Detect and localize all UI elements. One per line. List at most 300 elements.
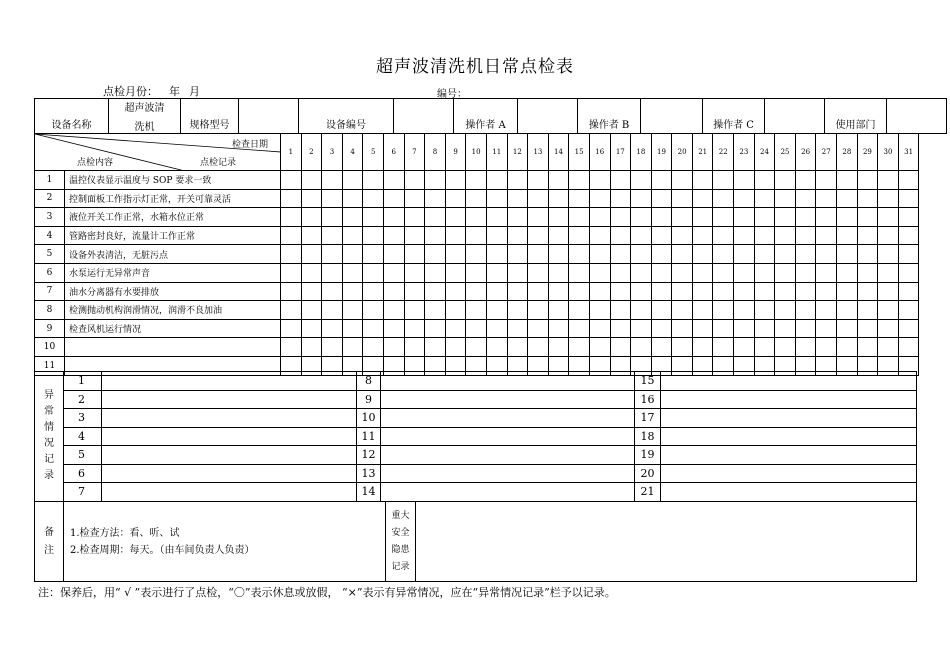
check-cell[interactable] xyxy=(610,245,631,264)
check-cell[interactable] xyxy=(425,301,446,320)
check-cell[interactable] xyxy=(775,338,796,357)
check-cell[interactable] xyxy=(404,245,425,264)
check-cell[interactable] xyxy=(816,263,837,282)
check-cell[interactable] xyxy=(528,263,549,282)
check-cell[interactable] xyxy=(363,301,384,320)
abnormal-entry[interactable] xyxy=(381,390,635,409)
check-cell[interactable] xyxy=(466,301,487,320)
check-cell[interactable] xyxy=(548,171,569,190)
check-cell[interactable] xyxy=(425,171,446,190)
check-cell[interactable] xyxy=(322,282,343,301)
check-cell[interactable] xyxy=(816,189,837,208)
check-cell[interactable] xyxy=(631,226,652,245)
abnormal-entry[interactable] xyxy=(661,446,917,465)
check-cell[interactable] xyxy=(363,282,384,301)
check-cell[interactable] xyxy=(837,319,858,338)
abnormal-entry[interactable] xyxy=(381,483,635,502)
check-cell[interactable] xyxy=(631,319,652,338)
check-cell[interactable] xyxy=(281,208,302,227)
check-cell[interactable] xyxy=(404,263,425,282)
check-cell[interactable] xyxy=(734,263,755,282)
check-cell[interactable] xyxy=(507,226,528,245)
check-cell[interactable] xyxy=(466,171,487,190)
check-cell[interactable] xyxy=(898,282,919,301)
check-cell[interactable] xyxy=(713,208,734,227)
check-cell[interactable] xyxy=(775,301,796,320)
check-cell[interactable] xyxy=(878,226,899,245)
check-cell[interactable] xyxy=(342,189,363,208)
operator-c-value[interactable] xyxy=(765,99,825,134)
check-cell[interactable] xyxy=(651,208,672,227)
check-cell[interactable] xyxy=(795,282,816,301)
check-cell[interactable] xyxy=(898,245,919,264)
check-cell[interactable] xyxy=(589,338,610,357)
check-cell[interactable] xyxy=(322,319,343,338)
hazard-record-value[interactable] xyxy=(416,502,917,582)
check-cell[interactable] xyxy=(528,189,549,208)
check-cell[interactable] xyxy=(754,226,775,245)
check-cell[interactable] xyxy=(486,319,507,338)
check-cell[interactable] xyxy=(548,263,569,282)
check-cell[interactable] xyxy=(383,171,404,190)
check-cell[interactable] xyxy=(692,189,713,208)
check-cell[interactable] xyxy=(301,282,322,301)
check-cell[interactable] xyxy=(651,189,672,208)
check-cell[interactable] xyxy=(610,319,631,338)
abnormal-entry[interactable] xyxy=(661,427,917,446)
check-cell[interactable] xyxy=(795,245,816,264)
check-cell[interactable] xyxy=(486,263,507,282)
check-cell[interactable] xyxy=(528,171,549,190)
check-cell[interactable] xyxy=(528,319,549,338)
check-cell[interactable] xyxy=(795,319,816,338)
check-cell[interactable] xyxy=(713,319,734,338)
check-cell[interactable] xyxy=(775,245,796,264)
check-cell[interactable] xyxy=(589,189,610,208)
check-cell[interactable] xyxy=(548,226,569,245)
check-cell[interactable] xyxy=(878,282,899,301)
check-cell[interactable] xyxy=(281,245,302,264)
check-cell[interactable] xyxy=(610,263,631,282)
check-cell[interactable] xyxy=(383,282,404,301)
check-cell[interactable] xyxy=(301,245,322,264)
abnormal-entry[interactable] xyxy=(381,446,635,465)
check-cell[interactable] xyxy=(466,208,487,227)
check-cell[interactable] xyxy=(775,226,796,245)
check-cell[interactable] xyxy=(857,282,878,301)
check-cell[interactable] xyxy=(486,226,507,245)
check-cell[interactable] xyxy=(898,226,919,245)
check-cell[interactable] xyxy=(857,226,878,245)
check-cell[interactable] xyxy=(878,245,899,264)
check-cell[interactable] xyxy=(322,171,343,190)
check-cell[interactable] xyxy=(281,263,302,282)
abnormal-entry[interactable] xyxy=(102,427,357,446)
check-cell[interactable] xyxy=(363,245,384,264)
abnormal-entry[interactable] xyxy=(381,409,635,428)
check-cell[interactable] xyxy=(363,319,384,338)
check-cell[interactable] xyxy=(383,338,404,357)
check-cell[interactable] xyxy=(342,319,363,338)
check-cell[interactable] xyxy=(445,282,466,301)
check-cell[interactable] xyxy=(713,189,734,208)
check-cell[interactable] xyxy=(404,189,425,208)
check-cell[interactable] xyxy=(672,263,693,282)
check-cell[interactable] xyxy=(754,208,775,227)
check-cell[interactable] xyxy=(795,208,816,227)
check-cell[interactable] xyxy=(466,282,487,301)
check-cell[interactable] xyxy=(342,171,363,190)
check-cell[interactable] xyxy=(301,189,322,208)
check-cell[interactable] xyxy=(342,208,363,227)
check-cell[interactable] xyxy=(445,301,466,320)
check-cell[interactable] xyxy=(466,245,487,264)
check-cell[interactable] xyxy=(754,338,775,357)
check-cell[interactable] xyxy=(569,226,590,245)
check-cell[interactable] xyxy=(466,338,487,357)
check-cell[interactable] xyxy=(507,263,528,282)
check-cell[interactable] xyxy=(548,245,569,264)
check-cell[interactable] xyxy=(301,301,322,320)
check-cell[interactable] xyxy=(631,338,652,357)
check-cell[interactable] xyxy=(404,301,425,320)
check-cell[interactable] xyxy=(301,319,322,338)
abnormal-entry[interactable] xyxy=(381,427,635,446)
check-cell[interactable] xyxy=(404,208,425,227)
check-cell[interactable] xyxy=(775,189,796,208)
check-cell[interactable] xyxy=(404,338,425,357)
check-cell[interactable] xyxy=(734,226,755,245)
check-cell[interactable] xyxy=(528,208,549,227)
check-cell[interactable] xyxy=(795,171,816,190)
check-cell[interactable] xyxy=(878,319,899,338)
check-cell[interactable] xyxy=(651,338,672,357)
check-cell[interactable] xyxy=(281,319,302,338)
check-cell[interactable] xyxy=(507,338,528,357)
abnormal-entry[interactable] xyxy=(661,390,917,409)
check-cell[interactable] xyxy=(486,189,507,208)
check-cell[interactable] xyxy=(342,301,363,320)
check-cell[interactable] xyxy=(734,301,755,320)
check-cell[interactable] xyxy=(507,171,528,190)
check-cell[interactable] xyxy=(507,282,528,301)
check-cell[interactable] xyxy=(775,319,796,338)
check-cell[interactable] xyxy=(857,319,878,338)
check-cell[interactable] xyxy=(445,245,466,264)
check-cell[interactable] xyxy=(322,338,343,357)
check-cell[interactable] xyxy=(816,319,837,338)
check-cell[interactable] xyxy=(692,245,713,264)
check-cell[interactable] xyxy=(610,171,631,190)
check-cell[interactable] xyxy=(692,282,713,301)
check-cell[interactable] xyxy=(548,338,569,357)
abnormal-entry[interactable] xyxy=(102,372,357,391)
check-cell[interactable] xyxy=(816,338,837,357)
check-cell[interactable] xyxy=(631,282,652,301)
check-cell[interactable] xyxy=(878,171,899,190)
check-cell[interactable] xyxy=(775,208,796,227)
check-cell[interactable] xyxy=(301,226,322,245)
check-cell[interactable] xyxy=(301,208,322,227)
check-cell[interactable] xyxy=(857,301,878,320)
check-cell[interactable] xyxy=(569,263,590,282)
check-cell[interactable] xyxy=(445,319,466,338)
check-cell[interactable] xyxy=(857,263,878,282)
check-cell[interactable] xyxy=(507,208,528,227)
check-cell[interactable] xyxy=(569,189,590,208)
check-cell[interactable] xyxy=(651,245,672,264)
check-cell[interactable] xyxy=(692,226,713,245)
check-cell[interactable] xyxy=(363,189,384,208)
check-cell[interactable] xyxy=(363,208,384,227)
check-cell[interactable] xyxy=(878,338,899,357)
check-cell[interactable] xyxy=(383,245,404,264)
check-cell[interactable] xyxy=(754,189,775,208)
check-cell[interactable] xyxy=(363,263,384,282)
check-cell[interactable] xyxy=(404,319,425,338)
check-cell[interactable] xyxy=(775,263,796,282)
check-cell[interactable] xyxy=(383,208,404,227)
check-cell[interactable] xyxy=(548,208,569,227)
check-cell[interactable] xyxy=(589,282,610,301)
abnormal-entry[interactable] xyxy=(381,464,635,483)
check-cell[interactable] xyxy=(898,189,919,208)
check-cell[interactable] xyxy=(322,208,343,227)
abnormal-entry[interactable] xyxy=(102,390,357,409)
check-cell[interactable] xyxy=(589,319,610,338)
check-cell[interactable] xyxy=(898,208,919,227)
check-cell[interactable] xyxy=(857,338,878,357)
check-cell[interactable] xyxy=(775,171,796,190)
check-cell[interactable] xyxy=(425,245,446,264)
abnormal-entry[interactable] xyxy=(661,483,917,502)
check-cell[interactable] xyxy=(569,301,590,320)
check-cell[interactable] xyxy=(857,171,878,190)
check-cell[interactable] xyxy=(301,263,322,282)
check-cell[interactable] xyxy=(754,171,775,190)
check-cell[interactable] xyxy=(631,208,652,227)
check-cell[interactable] xyxy=(837,171,858,190)
check-cell[interactable] xyxy=(281,282,302,301)
check-cell[interactable] xyxy=(363,338,384,357)
check-cell[interactable] xyxy=(404,226,425,245)
check-cell[interactable] xyxy=(837,226,858,245)
check-cell[interactable] xyxy=(548,189,569,208)
check-cell[interactable] xyxy=(528,338,549,357)
check-cell[interactable] xyxy=(754,263,775,282)
check-cell[interactable] xyxy=(754,245,775,264)
check-cell[interactable] xyxy=(692,338,713,357)
check-cell[interactable] xyxy=(363,226,384,245)
check-cell[interactable] xyxy=(466,263,487,282)
check-cell[interactable] xyxy=(692,208,713,227)
check-cell[interactable] xyxy=(425,226,446,245)
check-cell[interactable] xyxy=(651,171,672,190)
check-cell[interactable] xyxy=(610,282,631,301)
check-cell[interactable] xyxy=(281,226,302,245)
check-cell[interactable] xyxy=(816,171,837,190)
check-cell[interactable] xyxy=(713,245,734,264)
check-cell[interactable] xyxy=(610,301,631,320)
check-cell[interactable] xyxy=(548,319,569,338)
check-cell[interactable] xyxy=(898,319,919,338)
abnormal-entry[interactable] xyxy=(661,464,917,483)
check-cell[interactable] xyxy=(486,245,507,264)
check-cell[interactable] xyxy=(322,226,343,245)
check-cell[interactable] xyxy=(589,226,610,245)
check-cell[interactable] xyxy=(425,208,446,227)
check-cell[interactable] xyxy=(528,301,549,320)
check-cell[interactable] xyxy=(631,245,652,264)
check-cell[interactable] xyxy=(425,338,446,357)
operator-b-value[interactable] xyxy=(641,99,703,134)
check-cell[interactable] xyxy=(569,208,590,227)
check-cell[interactable] xyxy=(631,171,652,190)
check-cell[interactable] xyxy=(301,338,322,357)
check-cell[interactable] xyxy=(445,263,466,282)
check-cell[interactable] xyxy=(713,263,734,282)
check-cell[interactable] xyxy=(528,226,549,245)
check-cell[interactable] xyxy=(404,282,425,301)
check-cell[interactable] xyxy=(734,319,755,338)
check-cell[interactable] xyxy=(754,301,775,320)
check-cell[interactable] xyxy=(569,282,590,301)
check-cell[interactable] xyxy=(445,338,466,357)
check-cell[interactable] xyxy=(734,189,755,208)
abnormal-entry[interactable] xyxy=(661,372,917,391)
model-value[interactable] xyxy=(239,99,299,134)
check-cell[interactable] xyxy=(692,263,713,282)
check-cell[interactable] xyxy=(672,208,693,227)
check-cell[interactable] xyxy=(837,301,858,320)
check-cell[interactable] xyxy=(631,263,652,282)
check-cell[interactable] xyxy=(837,189,858,208)
check-cell[interactable] xyxy=(486,208,507,227)
check-cell[interactable] xyxy=(651,263,672,282)
check-cell[interactable] xyxy=(610,189,631,208)
check-cell[interactable] xyxy=(651,301,672,320)
equipment-no-value[interactable] xyxy=(394,99,454,134)
check-cell[interactable] xyxy=(322,189,343,208)
check-cell[interactable] xyxy=(631,301,652,320)
check-cell[interactable] xyxy=(507,319,528,338)
check-cell[interactable] xyxy=(281,171,302,190)
check-cell[interactable] xyxy=(466,319,487,338)
check-cell[interactable] xyxy=(754,319,775,338)
check-cell[interactable] xyxy=(651,282,672,301)
check-cell[interactable] xyxy=(610,338,631,357)
check-cell[interactable] xyxy=(425,189,446,208)
check-cell[interactable] xyxy=(383,319,404,338)
check-cell[interactable] xyxy=(589,301,610,320)
check-cell[interactable] xyxy=(569,338,590,357)
check-cell[interactable] xyxy=(878,263,899,282)
check-cell[interactable] xyxy=(713,171,734,190)
check-cell[interactable] xyxy=(795,301,816,320)
check-cell[interactable] xyxy=(322,301,343,320)
abnormal-entry[interactable] xyxy=(102,464,357,483)
check-cell[interactable] xyxy=(383,301,404,320)
check-cell[interactable] xyxy=(445,208,466,227)
check-cell[interactable] xyxy=(569,319,590,338)
check-cell[interactable] xyxy=(507,301,528,320)
check-cell[interactable] xyxy=(322,263,343,282)
check-cell[interactable] xyxy=(692,301,713,320)
check-cell[interactable] xyxy=(425,282,446,301)
check-cell[interactable] xyxy=(589,208,610,227)
check-cell[interactable] xyxy=(322,245,343,264)
check-cell[interactable] xyxy=(837,245,858,264)
check-cell[interactable] xyxy=(445,226,466,245)
check-cell[interactable] xyxy=(878,301,899,320)
dept-value[interactable] xyxy=(887,99,947,134)
check-cell[interactable] xyxy=(775,282,796,301)
check-cell[interactable] xyxy=(486,282,507,301)
check-cell[interactable] xyxy=(898,263,919,282)
check-cell[interactable] xyxy=(734,338,755,357)
check-cell[interactable] xyxy=(342,338,363,357)
check-cell[interactable] xyxy=(734,245,755,264)
check-cell[interactable] xyxy=(342,282,363,301)
check-cell[interactable] xyxy=(837,263,858,282)
check-cell[interactable] xyxy=(342,263,363,282)
check-cell[interactable] xyxy=(816,282,837,301)
check-cell[interactable] xyxy=(878,189,899,208)
check-cell[interactable] xyxy=(528,245,549,264)
check-cell[interactable] xyxy=(713,226,734,245)
check-cell[interactable] xyxy=(857,208,878,227)
check-cell[interactable] xyxy=(383,263,404,282)
check-cell[interactable] xyxy=(816,245,837,264)
check-cell[interactable] xyxy=(466,189,487,208)
check-cell[interactable] xyxy=(363,171,384,190)
check-cell[interactable] xyxy=(692,319,713,338)
check-cell[interactable] xyxy=(795,263,816,282)
check-cell[interactable] xyxy=(528,282,549,301)
check-cell[interactable] xyxy=(672,319,693,338)
check-cell[interactable] xyxy=(837,338,858,357)
check-cell[interactable] xyxy=(713,282,734,301)
check-cell[interactable] xyxy=(569,171,590,190)
check-cell[interactable] xyxy=(878,208,899,227)
check-cell[interactable] xyxy=(734,282,755,301)
check-cell[interactable] xyxy=(548,282,569,301)
check-cell[interactable] xyxy=(342,226,363,245)
check-cell[interactable] xyxy=(281,338,302,357)
check-cell[interactable] xyxy=(795,226,816,245)
check-cell[interactable] xyxy=(754,282,775,301)
abnormal-entry[interactable] xyxy=(661,409,917,428)
check-cell[interactable] xyxy=(445,189,466,208)
check-cell[interactable] xyxy=(569,245,590,264)
check-cell[interactable] xyxy=(672,301,693,320)
check-cell[interactable] xyxy=(610,226,631,245)
check-cell[interactable] xyxy=(383,189,404,208)
check-cell[interactable] xyxy=(898,338,919,357)
check-cell[interactable] xyxy=(734,171,755,190)
check-cell[interactable] xyxy=(466,226,487,245)
check-cell[interactable] xyxy=(857,189,878,208)
check-cell[interactable] xyxy=(898,301,919,320)
check-cell[interactable] xyxy=(795,338,816,357)
check-cell[interactable] xyxy=(548,301,569,320)
check-cell[interactable] xyxy=(713,338,734,357)
check-cell[interactable] xyxy=(795,189,816,208)
check-cell[interactable] xyxy=(672,282,693,301)
check-cell[interactable] xyxy=(610,208,631,227)
check-cell[interactable] xyxy=(301,171,322,190)
abnormal-entry[interactable] xyxy=(102,483,357,502)
